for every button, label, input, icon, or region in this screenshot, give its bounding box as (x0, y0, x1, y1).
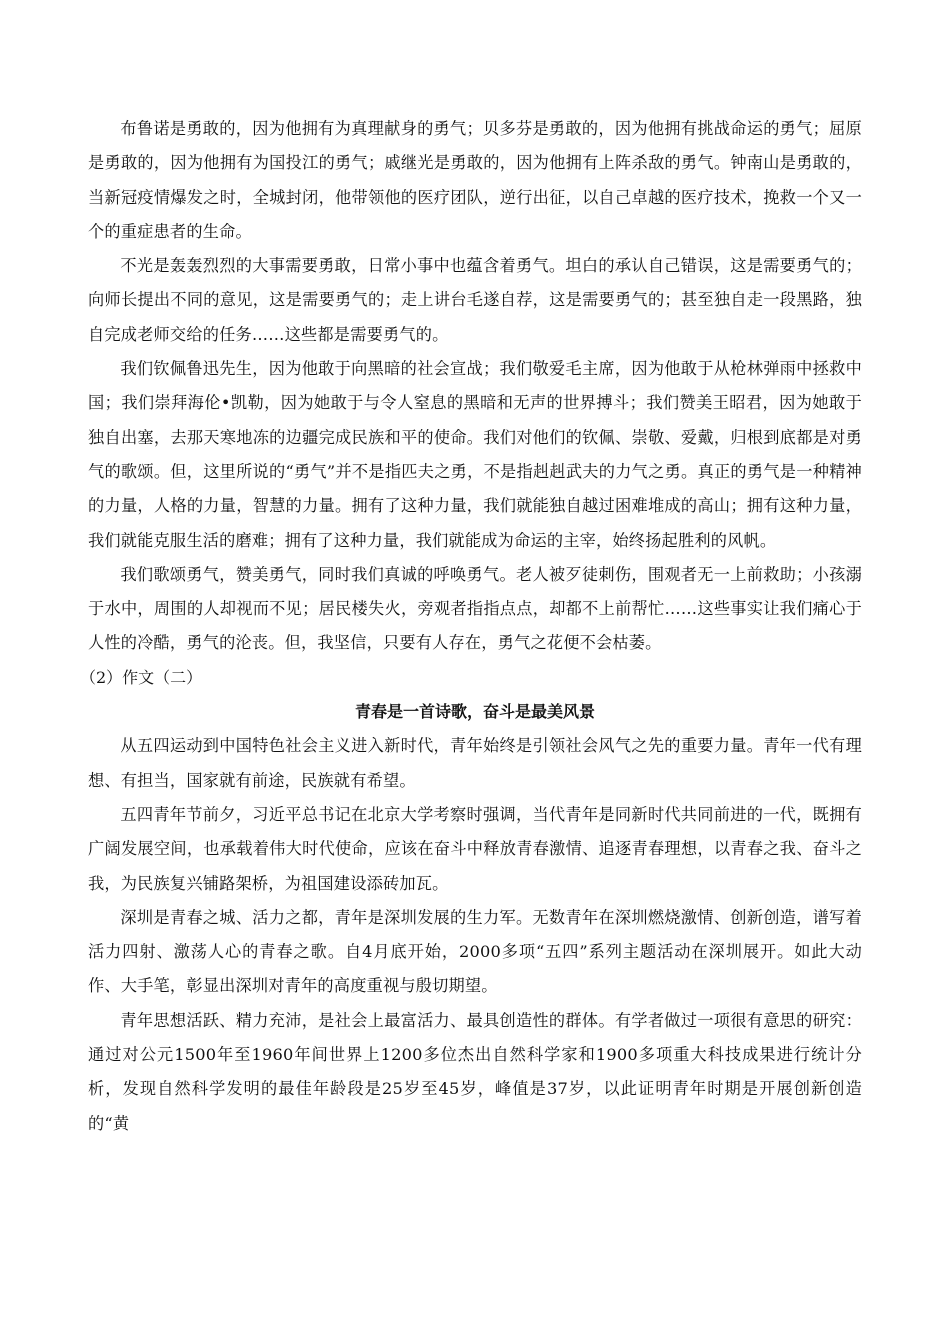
essay2-paragraph-4: 青年思想活跃、精力充沛，是社会上最富活力、最具创造性的群体。有学者做过一项很有意思的研究：通过对公元1500年至1960年间世界上1200多位杰出自然科学家和1900多项重大科技成果进行统计分析，发现自然科学发明的最佳年龄段是25岁至45岁，峰值是37岁，以此证明青年时期是开展创新创造的“黄 (88, 1010, 862, 1133)
essay2-paragraph-1: 从五四运动到中国特色社会主义进入新时代，青年始终是引领社会风气之先的重要力量。青年一代有理想、有担当，国家就有前途，民族就有希望。 (88, 736, 862, 790)
essay1-paragraph-1: 布鲁诺是勇敢的，因为他拥有为真理献身的勇气；贝多芬是勇敢的，因为他拥有挑战命运的勇气；屈原是勇敢的，因为他拥有为国投江的勇气；戚继光是勇敢的，因为他拥有上阵杀敌的勇气。钟南山是勇敢的，当新冠疫情爆发之时，全城封闭，他带领他的医疗团队，逆行出征，以自己卓越的医疗技术，挽救一个又一个的重症患者的生命。 (88, 119, 862, 241)
essay-title: 青春是一首诗歌，奋斗是最美风景 (354, 702, 595, 722)
essay2-paragraph-2: 五四青年节前夕，习近平总书记在北京大学考察时强调，当代青年是同新时代共同前进的一代，既拥有广阔发展空间，也承载着伟大时代使命，应该在奋斗中释放青春激情、追逐青春理想，以青春之我、奋斗之我，为民族复兴铺路架桥，为祖国建设添砖加瓦。 (88, 804, 862, 893)
essay1-paragraph-3: 我们钦佩鲁迅先生，因为他敢于向黑暗的社会宣战；我们敬爱毛主席，因为他敢于从枪林弹雨中拯救中国；我们崇拜海伦•凯勒，因为她敢于与令人窒息的黑暗和无声的世界搏斗；我们赞美王昭君，因为她敢于独自出塞，去那天寒地冻的边疆完成民族和平的使命。我们对他们的钦佩、崇敬、爱戴，归根到底都是对勇气的歌颂。但，这里所说的“勇气”并不是指匹夫之勇，不是指赳赳武夫的力气之勇。真正的勇气是一种精神的力量，人格的力量，智慧的力量。拥有了这种力量，我们就能独自越过困难堆成的高山；拥有这种力量，我们就能克服生活的磨难；拥有了这种力量，我们就能成为命运的主宰，始终扬起胜利的风帆。 (88, 359, 862, 550)
essay1-paragraph-2: 不光是轰轰烈烈的大事需要勇敢，日常小事中也蕴含着勇气。坦白的承认自己错误，这是需要勇气的；向师长提出不同的意见，这是需要勇气的；走上讲台毛遂自荐，这是需要勇气的；甚至独自走一段黑路，独自完成老师交给的任务……这些都是需要勇气的。 (88, 256, 862, 344)
essay2-paragraph-3: 深圳是青春之城、活力之都，青年是深圳发展的生力军。无数青年在深圳燃烧激情、创新创造，谱写着活力四射、激荡人心的青春之歌。自4月底开始，2000多项“五四”系列主题活动在深圳展开。如此大动作、大手笔，彰显出深圳对青年的高度重视与殷切期望。 (88, 907, 862, 996)
document-page (80, 112, 862, 1141)
section-heading: （2）作文（二） (80, 667, 203, 687)
essay1-paragraph-4: 我们歌颂勇气，赞美勇气，同时我们真诚的呼唤勇气。老人被歹徒刺伤，围观者无一上前救助；小孩溺于水中，周围的人却视而不见；居民楼失火，旁观者指指点点，却都不上前帮忙……这些事实让我们痛心于人性的冷酷，勇气的沦丧。但，我坚信，只要有人存在，勇气之花便不会枯萎。 (88, 564, 862, 653)
